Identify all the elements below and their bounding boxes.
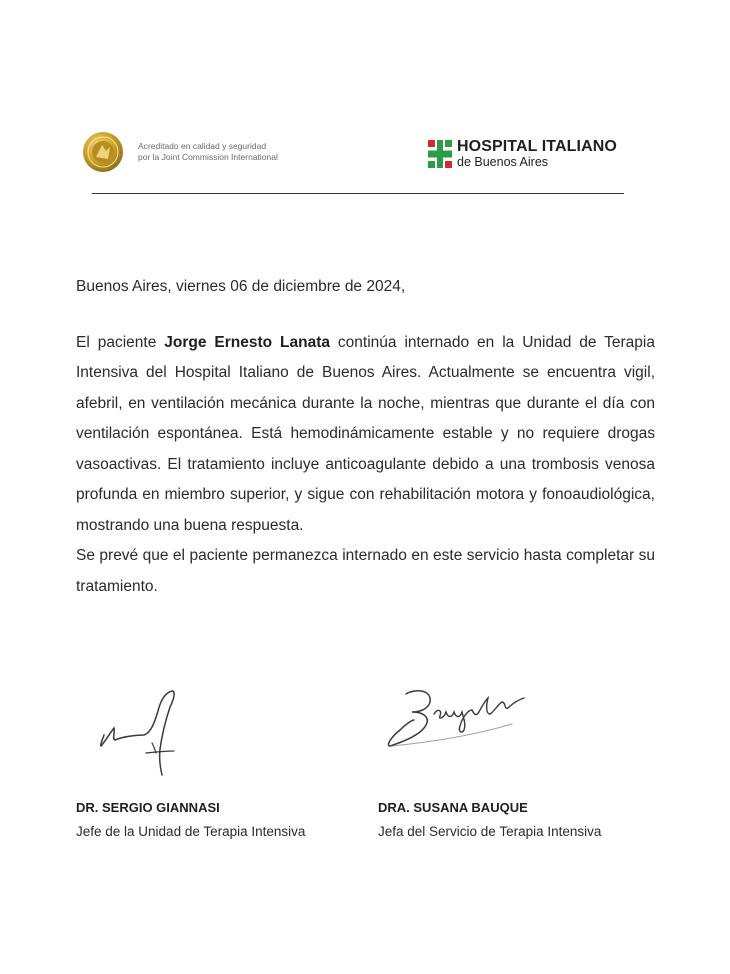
hospital-cross-icon — [428, 140, 452, 168]
accreditation-text — [138, 141, 278, 163]
date-line: Buenos Aires, viernes 06 de diciembre de 2024, — [76, 278, 406, 295]
accreditation-line-2: por la Joint Commission International — [138, 152, 278, 162]
hospital-logo — [428, 138, 628, 172]
signature-giannasi — [92, 683, 192, 783]
paragraph-1-body: continúa internado en la Unidad de Terapia Intensiva del Hospital Italiano de Buenos Aires. Actualmente se encuentra vigil, afebril, en ventilación mecánica durante la noche, mientras que durante el día con ventilación espontánea. Está hemodinámicamente estable y no requiere drogas vasoactivas. El tratamiento incluye anticoagulante debido a una trombosis venosa profunda en miembro superior, y sigue con rehabilitación motora y fonoaudiológica, mostrando una buena respuesta. — [76, 333, 655, 534]
signer-right-title: Jefa del Servicio de Terapia Intensiva — [378, 824, 602, 839]
letterhead — [0, 0, 730, 200]
hospital-subtitle: de Buenos Aires — [457, 155, 549, 169]
hospital-name: HOSPITAL ITALIANO — [457, 138, 617, 155]
signature-bauque — [382, 680, 562, 760]
signer-left-name: DR. SERGIO GIANNASI — [76, 800, 220, 815]
letter-body — [76, 272, 655, 602]
header-divider — [92, 193, 624, 194]
accreditation-seal-icon — [82, 131, 124, 173]
patient-name: Jorge Ernesto Lanata — [164, 333, 330, 351]
signer-left — [76, 796, 305, 844]
accreditation-line-1: Acreditado en calidad y seguridad — [138, 141, 267, 151]
paragraph-1 — [76, 328, 655, 542]
signer-right-name: DRA. SUSANA BAUQUE — [378, 800, 528, 815]
signer-right — [378, 796, 601, 844]
paragraph-2: Se prevé que el paciente permanezca internado en este servicio hasta completar su tratamiento. — [76, 547, 655, 595]
signer-left-title: Jefe de la Unidad de Terapia Intensiva — [76, 824, 306, 839]
paragraph-1-intro: El paciente — [76, 333, 165, 351]
